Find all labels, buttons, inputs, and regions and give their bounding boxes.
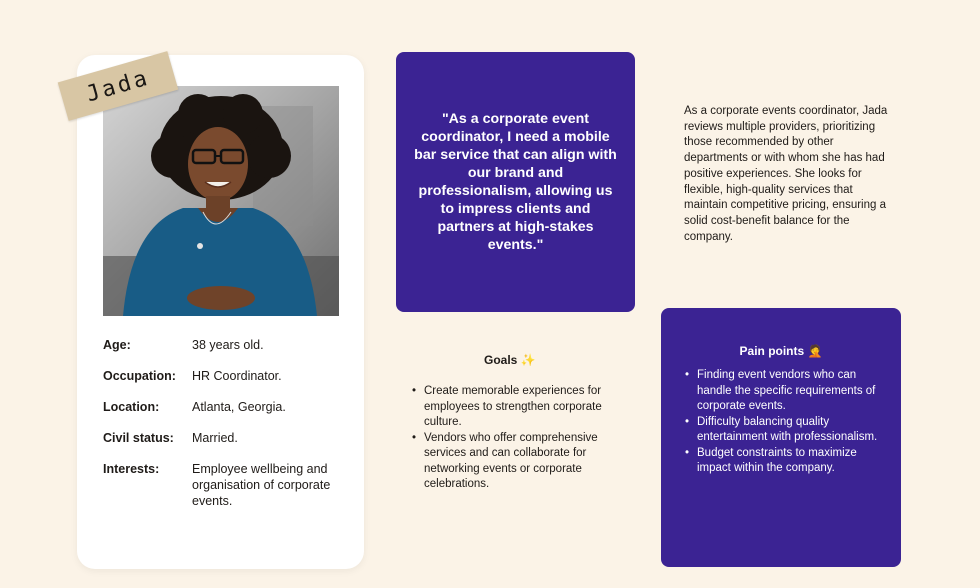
detail-label: Occupation: — [103, 369, 176, 383]
detail-label: Civil status: — [103, 431, 174, 445]
quote-card — [396, 52, 635, 312]
persona-description: As a corporate events coordinator, Jada reviews multiple providers, prioritizing those recommended by other departments or with whom she has had positive experiences. She looks for flexible, high-quality services that maintain competitive pricing, ensuring a solid cost-benefit balance for the company. — [684, 105, 888, 243]
pain-point-item: • Finding event vendors who can handle the specific requirements of corporate events. — [685, 368, 890, 415]
persona-name: Jada — [83, 65, 153, 107]
detail-value: Married. — [192, 431, 238, 445]
detail-row-interests — [103, 461, 353, 509]
pain-point-item: • Difficulty balancing quality entertainment with professionalism. — [685, 415, 890, 446]
detail-value: Atlanta, Georgia. — [192, 400, 286, 414]
detail-row-civil-status — [103, 430, 353, 446]
pain-points-card — [661, 308, 901, 567]
goal-item: • Create memorable experiences for employees to strengthen corporate culture. — [412, 384, 627, 431]
goals-heading — [484, 353, 536, 367]
detail-value: 38 years old. — [192, 338, 264, 352]
pain-points-list — [685, 368, 890, 477]
detail-value: Employee wellbeing and organisation of corporate events. — [192, 462, 331, 508]
sparkle-icon: ✨ — [520, 353, 536, 367]
detail-row-occupation — [103, 368, 353, 384]
detail-row-location — [103, 399, 353, 415]
detail-value: HR Coordinator. — [192, 369, 282, 383]
goals-title: Goals — [484, 353, 518, 367]
persona-quote: "As a corporate event coordinator, I need a mobile bar service that can align with our brand and professionalism, allowing us to impress clients and partners at high-stakes events." — [414, 111, 617, 253]
goals-list — [412, 384, 627, 493]
pain-points-title: Pain points — [739, 344, 805, 358]
persona-card — [77, 55, 364, 569]
pain-point-item: • Budget constraints to maximize impact within the company. — [685, 446, 890, 477]
detail-label: Interests: — [103, 462, 160, 476]
persona-details — [103, 337, 353, 524]
goal-item: • Vendors who offer comprehensive services and can collaborate for networking events or corporate celebrations. — [412, 431, 627, 493]
pain-points-heading — [661, 344, 901, 358]
detail-row-age — [103, 337, 353, 353]
detail-label: Age: — [103, 338, 131, 352]
facepalm-icon: 🤦 — [807, 344, 823, 358]
persona-photo — [103, 86, 339, 316]
persona-photo-illustration — [103, 86, 339, 316]
detail-label: Location: — [103, 400, 160, 414]
